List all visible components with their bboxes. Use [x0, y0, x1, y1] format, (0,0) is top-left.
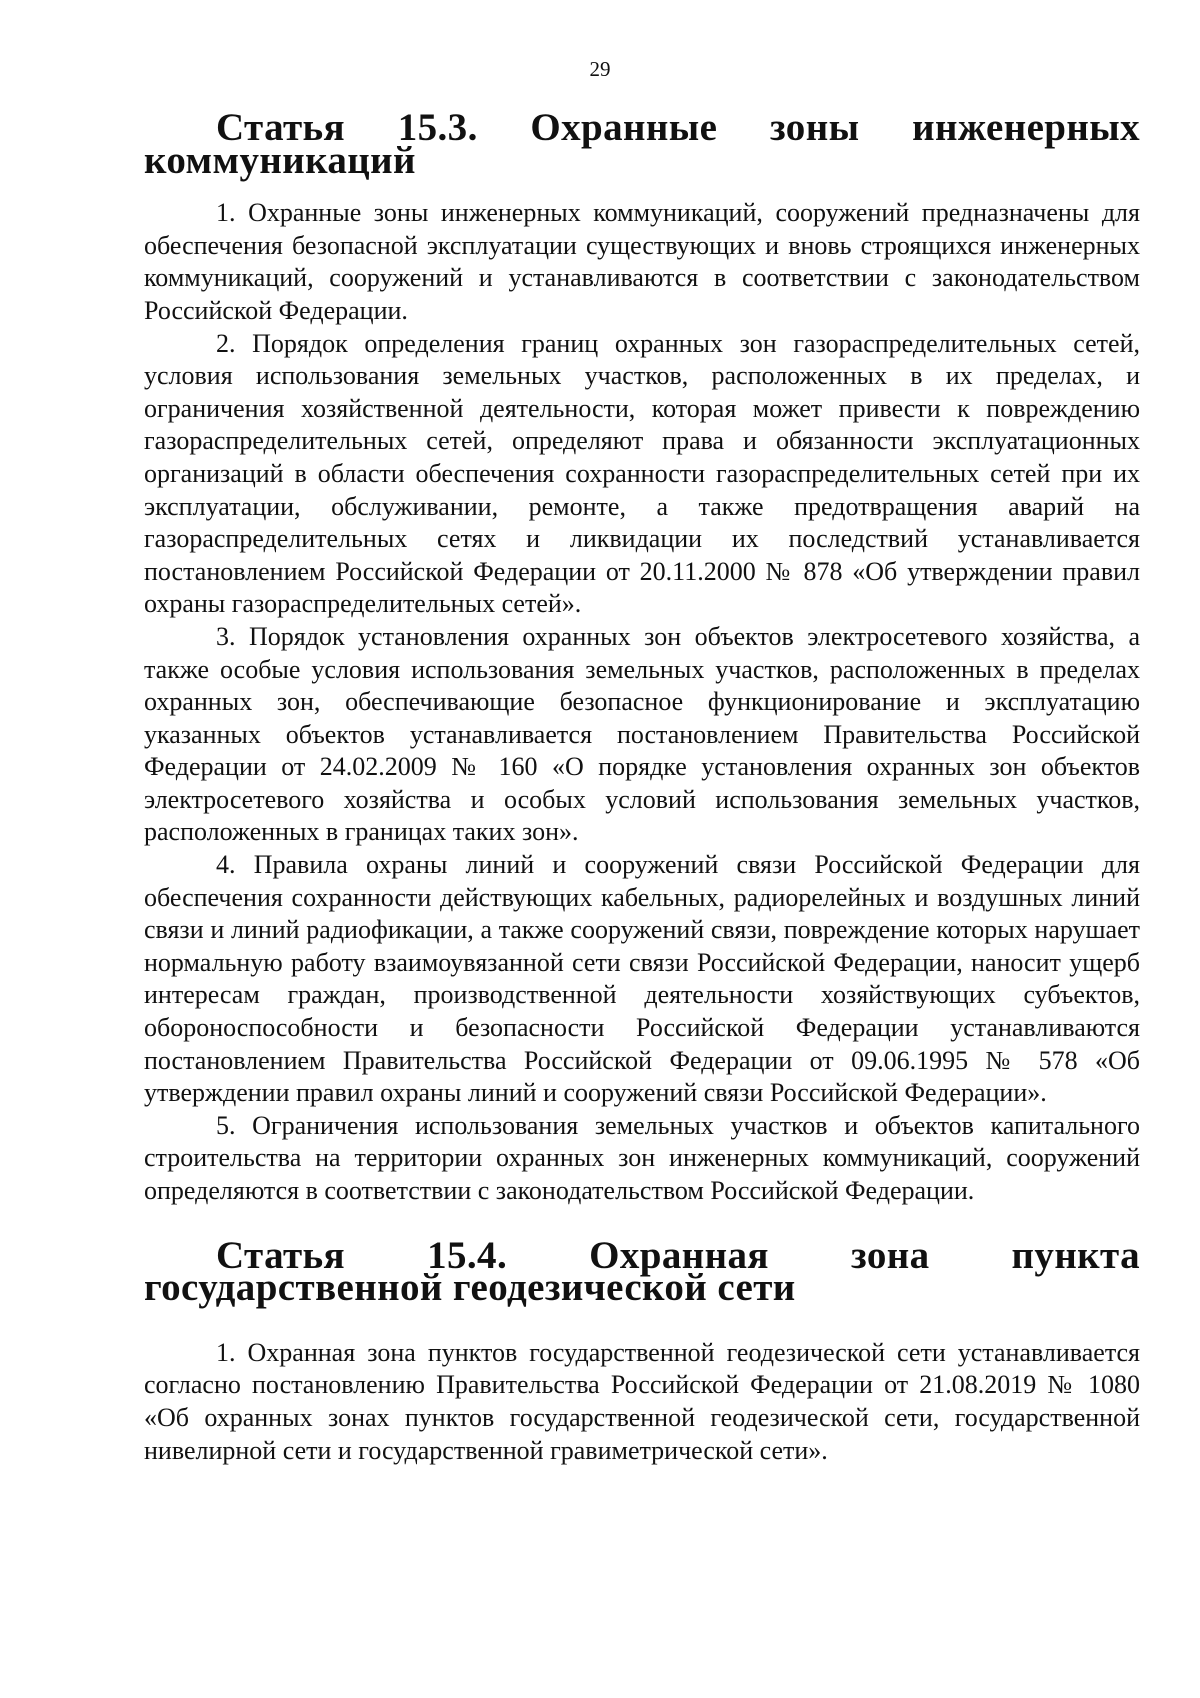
paragraph: 1. Охранные зоны инженерных коммуникаций, сооружений предназначены для обеспечения безопасной эксплуатации существующих и вновь строящихся инженерных коммуникаций, сооружений и устанавливаются в соответствии с законодательством Российской Федерации.: [144, 198, 1140, 325]
paragraph: 1. Охранная зона пунктов государственной геодезической сети устанавливается согласно постановлению Правительства Российской Федерации от 21.08.2019 № 1080 «Об охранных зонах пунктов государственной геодезической сети, государственной нивелирной сети и государственной гравиметрической сети».: [144, 1337, 1140, 1465]
paragraph: 3. Порядок установления охранных зон объектов электросетевого хозяйства, а также особые условия использования земельных участков, расположенных в пределах охранных зон, обеспечивающие безопасное функционирование и эксплуатацию указанных объектов устанавливается постановлением Правительства Российской Федерации от 24.02.2009 № 160 «О порядке установления охранных зон объектов электросетевого хозяйства и особых условий использования земельных участков, расположенных в границах таких зон».: [144, 621, 1140, 847]
article-15-4: [144, 1233, 1140, 1468]
document-body: [144, 106, 1140, 1467]
article-heading: Статья 15.4. Охранная зона пункта государственной геодезической сети: [144, 1233, 1140, 1310]
paragraph: 5. Ограничения использования земельных участков и объектов капитального строительства на территории охранных зон инженерных коммуникаций, сооружений определяются в соответствии с законодательством Российской Федерации.: [144, 1110, 1140, 1205]
paragraph: 2. Порядок определения границ охранных зон газораспределительных сетей, условия использования земельных участков, расположенных в их пределах, и ограничения хозяйственной деятельности, которая может привести к повреждению газораспределительных сетей, определяют права и обязанности эксплуатационных организаций в области обеспечения сохранности газораспределительных сетей при их эксплуатации, обслуживании, ремонте, а также предотвращения аварий на газораспределительных сетях и ликвидации их последствий устанавливается постановлением Российской Федерации от 20.11.2000 № 878 «Об утверждении правил охраны газораспределительных сетей».: [144, 328, 1140, 619]
page-number: 29: [589, 57, 611, 81]
article-heading: Статья 15.3. Охранные зоны инженерных коммуникаций: [144, 106, 1140, 182]
paragraph: 4. Правила охраны линий и сооружений связи Российской Федерации для обеспечения сохранности действующих кабельных, радиорелейных и воздушных линий связи и линий радиофикации, а также сооружений связи, повреждение которых нарушает нормальную работу взаимоувязанной сети связи Российской Федерации, наносит ущерб интересам граждан, производственной деятельности хозяйствующих субъектов, обороноспособности и безопасности Российской Федерации устанавливаются постановлением Правительства Российской Федерации от 09.06.1995 № 578 «Об утверждении правил охраны линий и сооружений связи Российской Федерации».: [144, 850, 1140, 1108]
article-15-3: [144, 106, 1140, 1208]
